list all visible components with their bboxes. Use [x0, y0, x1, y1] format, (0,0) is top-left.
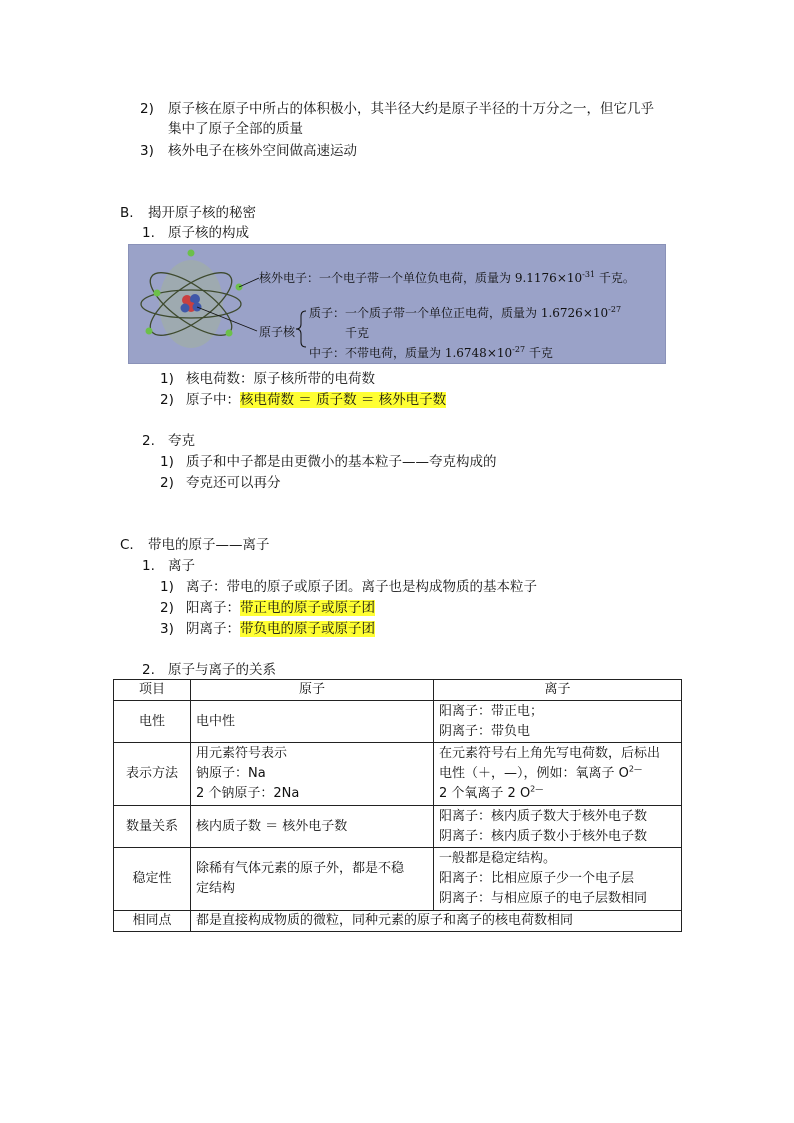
table-row [114, 701, 682, 743]
subsection-number: 2. [142, 433, 155, 449]
list-number: 2) [160, 392, 174, 408]
column-header: 离子 [434, 680, 682, 701]
list-number: 3) [140, 143, 154, 159]
electron-description: 核外电子：一个电子带一个单位负电荷，质量为 $9.1176\times 10^{-31}$ 千克。 [259, 270, 635, 285]
text-line: 阴离子：带负电的原子或原子团 [186, 621, 375, 637]
list-number: 2) [140, 101, 154, 117]
table-cell: 一般都是稳定结构。 阳离子：比相应原子少一个电子层 阴离子：与相应原子的电子层数相同 [434, 848, 682, 911]
table-cell: 核内质子数 ＝ 核外电子数 [191, 806, 434, 848]
row-label: 数量关系 [114, 806, 191, 848]
text-line: 阳离子：带正电的原子或原子团 [186, 600, 375, 616]
table-row [114, 743, 682, 806]
neutron-description: 中子：不带电荷，质量为 $1.6748\times 10^{-27}$ 千克 [309, 345, 553, 360]
proton-description: 质子：一个质子带一个单位正电荷，质量为 $1.6726\times 10^{-27}$ [309, 305, 622, 320]
highlighted-text: 核电荷数 ＝ 质子数 ＝ 核外电子数 [240, 392, 447, 408]
list-number: 1) [160, 371, 174, 387]
subsection-number: 1. [142, 225, 155, 241]
subsection-number: 2. [142, 662, 155, 678]
highlighted-text: 带负电的原子或原子团 [240, 621, 375, 637]
text-line: 核外电子在核外空间做高速运动 [168, 143, 357, 159]
row-label: 稳定性 [114, 848, 191, 911]
subsection-number: 1. [142, 558, 155, 574]
table-row [114, 911, 682, 932]
nucleus-label: 原子核 [259, 325, 296, 339]
row-label: 电性 [114, 701, 191, 743]
row-label: 相同点 [114, 911, 191, 932]
proton-unit: 千克 [345, 326, 370, 340]
text-line: 离子：带电的原子或原子团。离子也是构成物质的基本粒子 [186, 579, 537, 595]
table-row [114, 848, 682, 911]
table-cell: 电中性 [191, 701, 434, 743]
text-line: 质子和中子都是由更微小的基本粒子——夸克构成的 [186, 454, 497, 470]
text-line: 核电荷数：原子核所带的电荷数 [186, 371, 375, 387]
text-line: 原子中：核电荷数 ＝ 质子数 ＝ 核外电子数 [186, 392, 447, 408]
subsection-title: 原子核的构成 [168, 225, 249, 241]
table-cell: 都是直接构成物质的微粒，同种元素的原子和离子的核电荷数相同 [191, 911, 682, 932]
atom-structure-figure [128, 244, 666, 364]
atom-ion-comparison-table [113, 679, 682, 932]
text-line: 原子核在原子中所占的体积极小，其半径大约是原子半径的十万分之一，但它几乎 [168, 101, 654, 117]
table-cell: 阳离子：核内质子数大于核外电子数 阴离子：核内质子数小于核外电子数 [434, 806, 682, 848]
section-title: 揭开原子核的秘密 [148, 205, 256, 221]
text-line: 夸克还可以再分 [186, 475, 281, 491]
text-line: 集中了原子全部的质量 [168, 121, 303, 137]
row-label: 表示方法 [114, 743, 191, 806]
list-number: 2) [160, 600, 174, 616]
subsection-title: 原子与离子的关系 [168, 662, 276, 678]
highlighted-text: 带正电的原子或原子团 [240, 600, 375, 616]
list-number: 2) [160, 475, 174, 491]
table-cell: 阳离子：带正电； 阴离子：带负电 [434, 701, 682, 743]
list-number: 3) [160, 621, 174, 637]
section-letter: C. [120, 537, 134, 553]
section-title: 带电的原子——离子 [148, 537, 270, 553]
subsection-title: 离子 [168, 558, 195, 574]
table-row [114, 806, 682, 848]
list-number: 1) [160, 579, 174, 595]
table-cell: 用元素符号表示 钠原子：Na 2 个钠原子：2Na [191, 743, 434, 806]
section-letter: B. [120, 205, 134, 221]
table-cell: 除稀有气体元素的原子外，都是不稳 定结构 [191, 848, 434, 911]
table-cell: 在元素符号右上角先写电荷数，后标出 电性（＋，—），例如：氧离子 $O^{2—}$ 2 个氧离子 2 $O^{2—}$ [434, 743, 682, 806]
column-header: 项目 [114, 680, 191, 701]
table-header-row [114, 680, 682, 701]
subsection-title: 夸克 [168, 433, 195, 449]
column-header: 原子 [191, 680, 434, 701]
list-number: 1) [160, 454, 174, 470]
